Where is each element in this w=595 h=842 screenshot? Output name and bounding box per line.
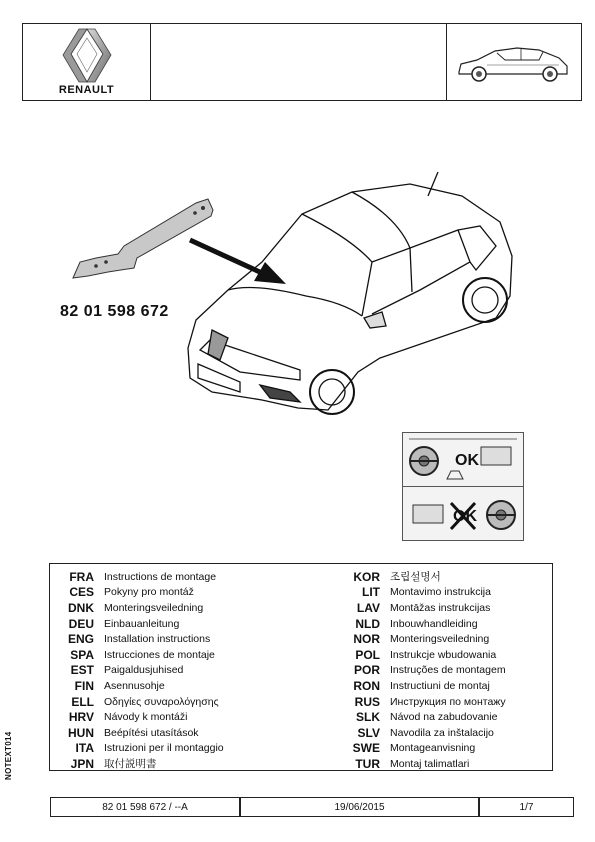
language-title: Návod na zabudovanie: [390, 711, 498, 724]
footer-date: 19/06/2015: [241, 798, 480, 816]
language-row: [54, 741, 224, 757]
language-code: SLV: [357, 725, 380, 740]
language-row: [340, 631, 506, 647]
language-title: Einbauanleitung: [104, 617, 180, 630]
language-title: Návody k montáži: [104, 711, 188, 724]
not-ok-label: OK: [453, 508, 477, 525]
language-code: SWE: [352, 741, 380, 756]
document-code: NOTEXT014: [4, 731, 13, 780]
language-row: [340, 600, 506, 616]
language-code: NLD: [355, 616, 380, 631]
language-row: [340, 725, 506, 741]
language-title: Οδηγίες συναρολόγησης: [104, 695, 219, 708]
language-code: LIT: [362, 585, 380, 600]
language-code: JPN: [70, 756, 94, 771]
language-title: Beépítési utasítások: [104, 726, 199, 739]
language-row: [340, 709, 506, 725]
lhd-steering-wheel-icon: [410, 447, 438, 475]
language-row: [54, 647, 224, 663]
language-title: Asennusohje: [104, 679, 165, 692]
language-title: Montageanvisning: [390, 742, 476, 755]
part-number: 82 01 598 672: [60, 303, 169, 320]
pointer-arrow-icon: [190, 240, 286, 284]
ok-label: OK: [455, 452, 479, 469]
language-title: Montāžas instrukcijas: [390, 601, 491, 614]
brand-name: RENAULT: [58, 84, 115, 96]
footer-page-number: 1/7: [519, 801, 534, 813]
language-row: [54, 678, 224, 694]
language-row: [54, 600, 224, 616]
language-code: ELL: [71, 694, 94, 709]
language-row: [54, 725, 224, 741]
language-title: Instructions de montage: [104, 570, 217, 583]
language-row: [340, 585, 506, 601]
language-code: FIN: [74, 678, 94, 693]
language-code: KOR: [353, 569, 380, 584]
language-row: [340, 678, 506, 694]
language-title: Inbouwhandleiding: [390, 617, 478, 630]
language-row: [54, 569, 224, 585]
language-title: Instruções de montagem: [390, 664, 506, 677]
language-column-left: [54, 569, 224, 772]
language-title: Paigaldusjuhised: [104, 664, 184, 677]
language-code: NOR: [353, 632, 380, 647]
language-row: [340, 663, 506, 679]
language-code: SLK: [356, 710, 380, 725]
language-code: DNK: [68, 600, 94, 615]
language-row: [340, 694, 506, 710]
rhd-steering-wheel-icon: [487, 501, 515, 529]
language-code: CES: [69, 585, 94, 600]
language-title: Istrucciones de montaje: [104, 648, 215, 661]
language-title: Pokyny pro montáž: [104, 586, 194, 599]
steering-side-diagram: [402, 432, 524, 541]
language-row: [340, 616, 506, 632]
language-code: LAV: [356, 600, 380, 615]
language-code: HUN: [68, 725, 94, 740]
language-row: [54, 694, 224, 710]
language-row: [54, 663, 224, 679]
footer-reference: 82 01 598 672 / --A: [51, 798, 241, 816]
language-code: FRA: [69, 569, 94, 584]
language-title: Montavimo instrukcija: [390, 586, 491, 599]
language-row: [54, 709, 224, 725]
language-code: SPA: [70, 647, 94, 662]
language-code: POL: [355, 647, 380, 662]
language-code: RON: [353, 678, 380, 693]
language-code: ENG: [67, 632, 94, 647]
language-code: TUR: [355, 756, 380, 771]
language-code: EST: [70, 663, 94, 678]
language-row: [340, 569, 506, 585]
language-title: 조립설명서: [390, 571, 441, 584]
language-title: Navodila za inštalacijo: [390, 726, 494, 739]
language-code: POR: [353, 663, 380, 678]
language-row: [54, 631, 224, 647]
language-title: Instructiuni de montaj: [390, 679, 490, 692]
language-row: [54, 756, 224, 772]
language-title: Monteringsveiledning: [390, 633, 490, 646]
car-illustration: [188, 172, 512, 414]
language-list: [49, 563, 553, 771]
language-title: Instrukcje wbudowania: [390, 648, 497, 661]
language-title: Monteringsveiledning: [104, 601, 204, 614]
language-title: Инструкция по монтажу: [390, 695, 506, 708]
language-title: Istruzioni per il montaggio: [104, 742, 224, 755]
language-code: HRV: [68, 710, 94, 725]
language-code: DEU: [68, 616, 94, 631]
language-code: ITA: [75, 741, 94, 756]
document-footer: [50, 797, 574, 817]
language-row: [340, 741, 506, 757]
language-row: [54, 616, 224, 632]
language-row: [340, 647, 506, 663]
language-title: 取付説明書: [104, 758, 157, 771]
language-title: Installation instructions: [104, 633, 211, 646]
language-column-right: [340, 569, 506, 772]
language-title: Montaj talimatlari: [390, 757, 470, 770]
language-row: [340, 756, 506, 772]
language-row: [54, 585, 224, 601]
language-code: RUS: [354, 694, 380, 709]
